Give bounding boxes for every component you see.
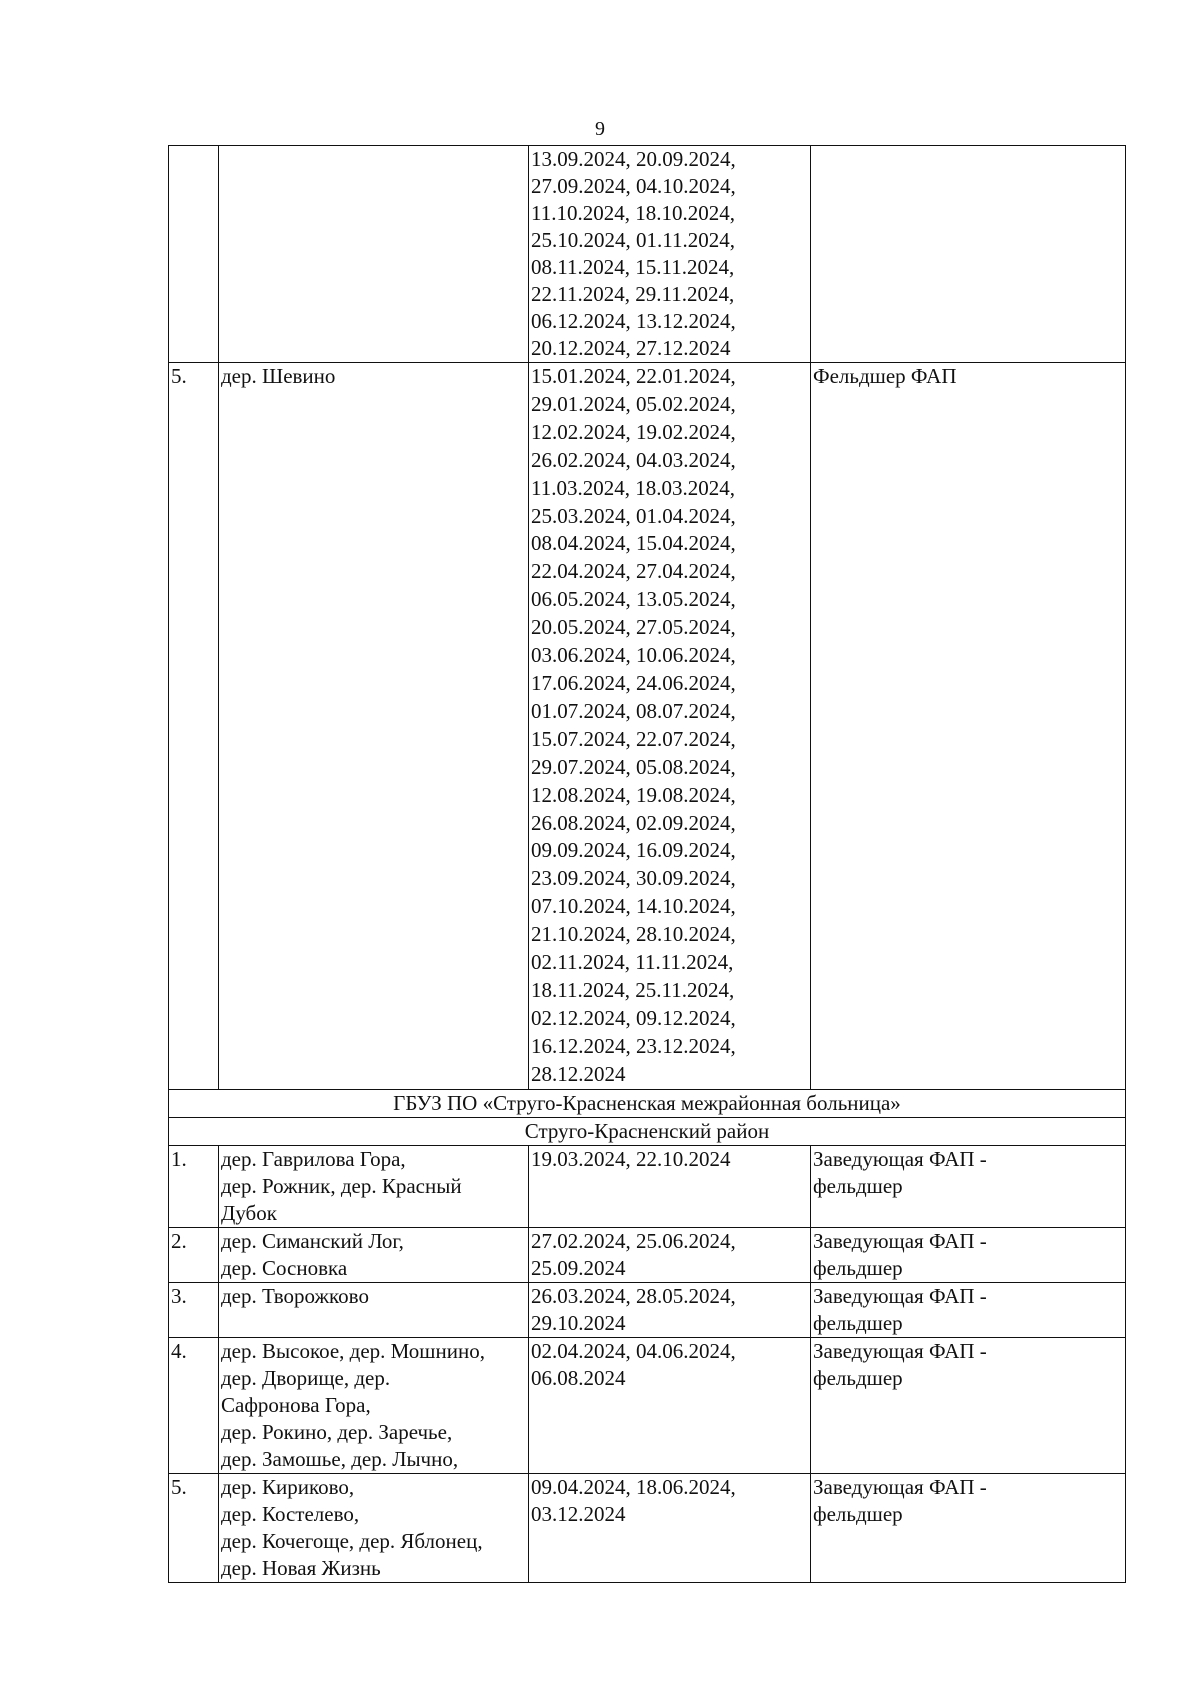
date-line: 02.12.2024, 09.12.2024, xyxy=(531,1005,736,1030)
row-number xyxy=(169,146,219,363)
row-number: 3. xyxy=(169,1282,219,1337)
dates-cell: 02.04.2024, 04.06.2024, 06.08.2024 xyxy=(529,1337,811,1473)
date-line: 21.10.2024, 28.10.2024, xyxy=(531,922,736,947)
date-line: 16.12.2024, 23.12.2024, xyxy=(531,1033,736,1058)
settlement-cell: дер. Творожково xyxy=(219,1282,529,1337)
table-row xyxy=(169,1282,1126,1337)
page-number: 9 xyxy=(595,118,605,140)
settlement-cell: дер. Кириково, дер. Костелево, дер. Кочегоще, дер. Яблонец, дер. Новая Жизнь xyxy=(219,1473,529,1582)
dates-cell: 26.03.2024, 28.05.2024, 29.10.2024 xyxy=(529,1282,811,1337)
date-line: 13.09.2024, 20.09.2024, xyxy=(531,147,736,171)
hospital-heading: ГБУЗ ПО «Струго-Красненская межрайонная больница» xyxy=(169,1089,1126,1117)
date-line: 18.11.2024, 25.11.2024, xyxy=(531,977,735,1002)
table-row xyxy=(169,363,1126,1090)
date-line: 26.02.2024, 04.03.2024, xyxy=(531,447,736,472)
date-line: 06.12.2024, 13.12.2024, xyxy=(531,309,736,333)
table-row xyxy=(169,1337,1126,1473)
responsible-cell: Заведующая ФАП - фельдшер xyxy=(811,1282,1126,1337)
date-line: 23.09.2024, 30.09.2024, xyxy=(531,866,736,891)
schedule-table xyxy=(168,145,1126,1583)
settlement-cell: дер. Шевино xyxy=(219,363,529,1090)
responsible-cell: Заведующая ФАП - фельдшер xyxy=(811,1227,1126,1282)
date-line: 09.09.2024, 16.09.2024, xyxy=(531,838,736,863)
table-row xyxy=(169,1473,1126,1582)
date-line: 22.11.2024, 29.11.2024, xyxy=(531,282,735,306)
table-row xyxy=(169,1145,1126,1227)
section-header-row xyxy=(169,1117,1126,1145)
date-line: 27.09.2024, 04.10.2024, xyxy=(531,174,736,198)
section-header-row xyxy=(169,1089,1126,1117)
responsible-cell: Заведующая ФАП - фельдшер xyxy=(811,1145,1126,1227)
row-number: 4. xyxy=(169,1337,219,1473)
row-number: 5. xyxy=(169,1473,219,1582)
date-line: 15.07.2024, 22.07.2024, xyxy=(531,726,736,751)
date-line: 12.02.2024, 19.02.2024, xyxy=(531,419,736,444)
date-line: 08.11.2024, 15.11.2024, xyxy=(531,255,735,279)
row-number: 1. xyxy=(169,1145,219,1227)
dates-cell xyxy=(529,363,811,1090)
date-line: 29.07.2024, 05.08.2024, xyxy=(531,754,736,779)
settlement-cell: дер. Высокое, дер. Мошнино, дер. Дворище, дер. Сафронова Гора, дер. Рокино, дер. Заречье, дер. Замошье, дер. Лычно, xyxy=(219,1337,529,1473)
date-line: 07.10.2024, 14.10.2024, xyxy=(531,894,736,919)
date-line: 11.10.2024, 18.10.2024, xyxy=(531,201,735,225)
district-heading: Струго-Красненский район xyxy=(169,1117,1126,1145)
row-number: 5. xyxy=(169,363,219,1090)
date-line: 20.12.2024, 27.12.2024 xyxy=(531,336,731,360)
responsible-cell: Заведующая ФАП - фельдшер xyxy=(811,1337,1126,1473)
date-line: 06.05.2024, 13.05.2024, xyxy=(531,587,736,612)
table-row xyxy=(169,1227,1126,1282)
date-line: 29.01.2024, 05.02.2024, xyxy=(531,391,736,416)
table-row xyxy=(169,146,1126,363)
dates-cell: 27.02.2024, 25.06.2024, 25.09.2024 xyxy=(529,1227,811,1282)
date-line: 25.10.2024, 01.11.2024, xyxy=(531,228,735,252)
date-line: 12.08.2024, 19.08.2024, xyxy=(531,782,736,807)
date-line: 03.06.2024, 10.06.2024, xyxy=(531,643,736,668)
responsible-cell xyxy=(811,146,1126,363)
date-line: 08.04.2024, 15.04.2024, xyxy=(531,531,736,556)
date-line: 26.08.2024, 02.09.2024, xyxy=(531,810,736,835)
date-line: 17.06.2024, 24.06.2024, xyxy=(531,670,736,695)
date-line: 02.11.2024, 11.11.2024, xyxy=(531,950,734,975)
dates-cell xyxy=(529,146,811,363)
row-number: 2. xyxy=(169,1227,219,1282)
settlement-cell: дер. Гаврилова Гора, дер. Рожник, дер. Красный Дубок xyxy=(219,1145,529,1227)
settlement-cell xyxy=(219,146,529,363)
date-line: 28.12.2024 xyxy=(531,1061,626,1086)
date-line: 20.05.2024, 27.05.2024, xyxy=(531,615,736,640)
date-line: 11.03.2024, 18.03.2024, xyxy=(531,475,735,500)
responsible-cell: Фельдшер ФАП xyxy=(811,363,1126,1090)
dates-cell: 09.04.2024, 18.06.2024, 03.12.2024 xyxy=(529,1473,811,1582)
responsible-cell: Заведующая ФАП - фельдшер xyxy=(811,1473,1126,1582)
date-line: 15.01.2024, 22.01.2024, xyxy=(531,364,736,388)
date-line: 01.07.2024, 08.07.2024, xyxy=(531,698,736,723)
dates-cell: 19.03.2024, 22.10.2024 xyxy=(529,1145,811,1227)
settlement-cell: дер. Симанский Лог, дер. Сосновка xyxy=(219,1227,529,1282)
date-line: 25.03.2024, 01.04.2024, xyxy=(531,503,736,528)
date-line: 22.04.2024, 27.04.2024, xyxy=(531,559,736,584)
